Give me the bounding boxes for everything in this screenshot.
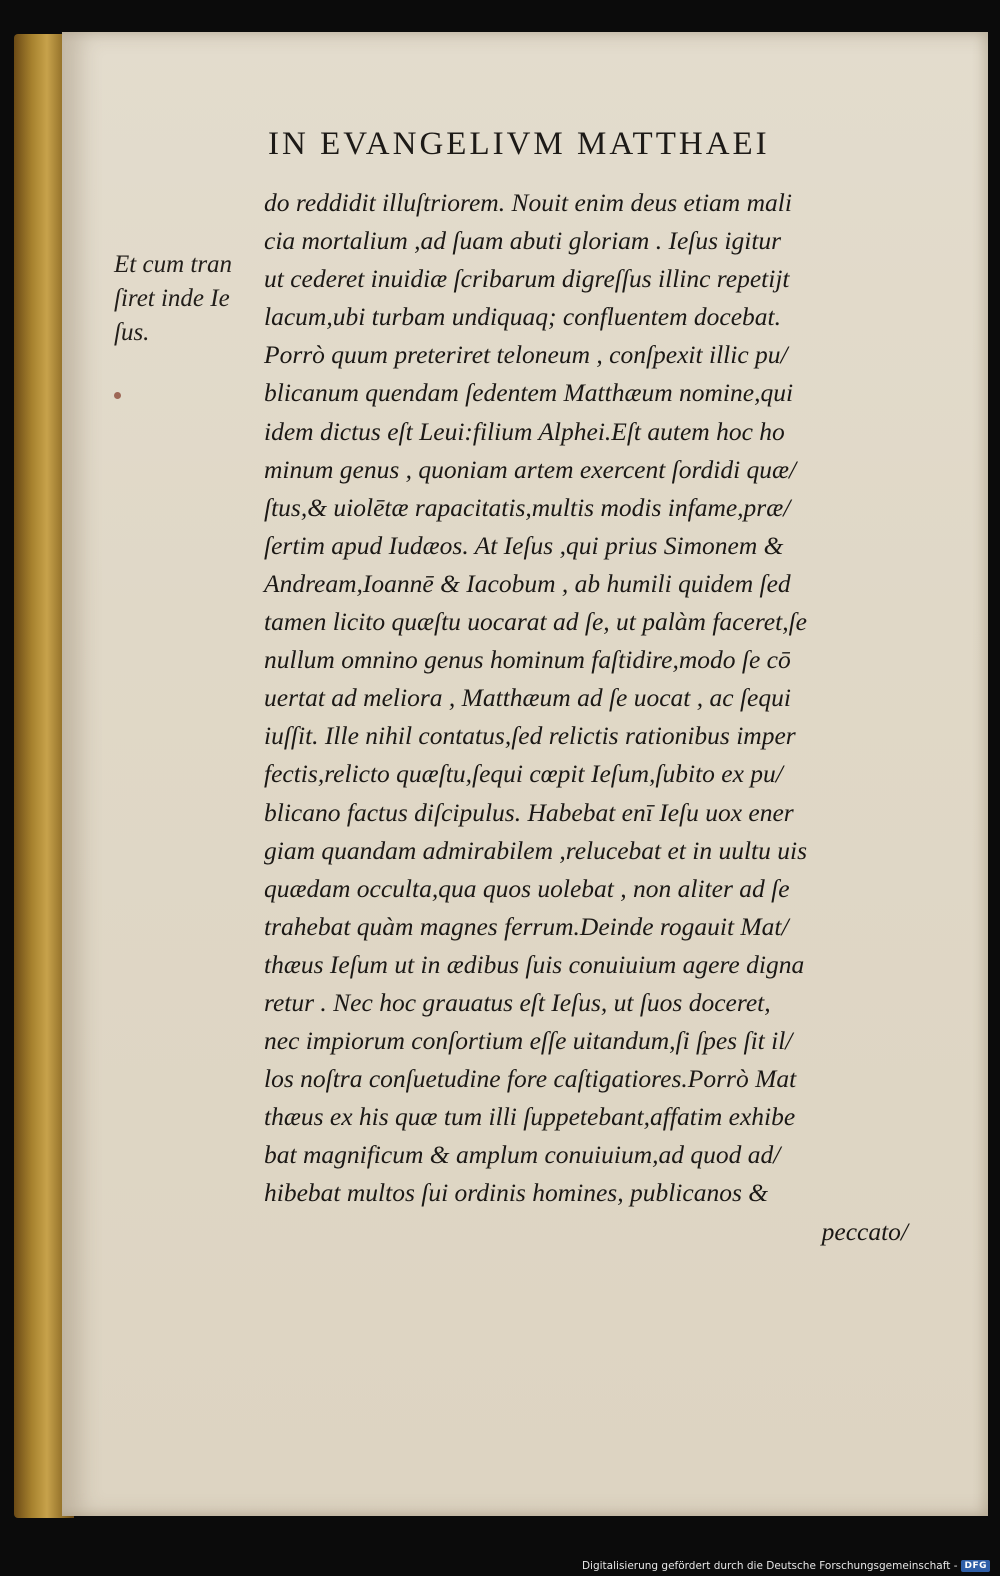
catchword: peccato/ xyxy=(821,1216,908,1246)
text-line: minum genus , quoniam artem exercent ſordidi quæ/ xyxy=(264,454,797,484)
text-line: ſertim apud Iudæos. At Ieſus ,qui prius Simonem & xyxy=(264,530,784,560)
running-header: IN EVANGELIVM MATTHAEI xyxy=(268,126,770,162)
text-line: do reddidit illuſtriorem. Nouit enim deus etiam mali xyxy=(264,188,792,217)
marginal-note-line: ſiret inde Ie xyxy=(114,285,230,312)
text-line: lacum,ubi turbam undiquaq; confluentem docebat. xyxy=(264,302,781,332)
dfg-logo: DFG xyxy=(961,1560,990,1572)
text-line: idem dictus eſt Leui:filium Alphei.Eſt autem hoc ho xyxy=(264,416,785,446)
text-line: cia mortalium ,ad ſuam abuti gloriam . Ieſus igitur xyxy=(264,226,782,256)
text-line: nec impiorum conſortium eſſe uitandum,ſi ſpes ſit il/ xyxy=(264,1026,793,1056)
text-line: hibebat multos ſui ordinis homines, publicanos & xyxy=(264,1178,769,1208)
body-text xyxy=(264,184,914,1251)
text-line: iuſſit. Ille nihil contatus,ſed relictis rationibus imper xyxy=(264,721,796,751)
text-line: trahebat quàm magnes ferrum.Deinde rogauit Mat/ xyxy=(264,911,789,941)
text-line: tamen licito quæſtu uocarat ad ſe, ut palàm faceret,ſe xyxy=(264,607,807,637)
text-line: giam quandam admirabilem ,relucebat et in uultu uis xyxy=(264,835,808,865)
text-line: retur . Nec hoc grauatus eſt Ieſus, ut ſuos doceret, xyxy=(264,987,771,1017)
text-line: fectis,relicto quæſtu,ſequi cœpit Ieſum,ſubito ex pu/ xyxy=(264,759,783,789)
credit-text: Digitalisierung gefördert durch die Deutsche Forschungsgemeinschaft - xyxy=(581,1560,958,1572)
text-line: los noſtra conſuetudine fore caſtigatiores.Porrò Mat xyxy=(264,1064,797,1094)
text-line: bat magnificum & amplum conuiuium,ad quod ad/ xyxy=(264,1140,781,1170)
text-line: Andream,Ioannē & Iacobum , ab humili quidem ſed xyxy=(264,568,791,598)
text-line: uertat ad meliora , Matthæum ad ſe uocat , ac ſequi xyxy=(264,683,791,713)
text-line: Porrò quum preteriret teloneum , conſpexit illic pu/ xyxy=(264,340,788,370)
text-line: blicanum quendam ſedentem Matthæum nomine,qui xyxy=(264,378,794,408)
text-line: thæus ex his quæ tum illi ſuppetebant,affatim exhibe xyxy=(264,1102,796,1132)
marginal-note-line: Et cum tran xyxy=(114,251,233,278)
digitization-credit xyxy=(582,1560,990,1572)
marginal-note-line: ſus. xyxy=(114,319,150,346)
text-line: thæus Ieſum ut in ædibus ſuis conuiuium agere digna xyxy=(264,949,805,979)
text-line: ſtus,& uiolētæ rapacitatis,multis modis infame,præ/ xyxy=(264,492,791,522)
text-line: nullum omnino genus hominum faſtidire,modo ſe cō xyxy=(264,645,791,675)
text-line: blicano factus diſcipulus. Habebat enī Ieſu uox ener xyxy=(264,797,794,827)
text-line: quædam occulta,qua quos uolebat , non aliter ad ſe xyxy=(264,873,790,903)
ink-spot xyxy=(114,392,121,399)
text-line: ut cederet inuidiæ ſcribarum digreſſus illinc repetijt xyxy=(264,264,790,294)
marginal-note xyxy=(114,248,264,350)
